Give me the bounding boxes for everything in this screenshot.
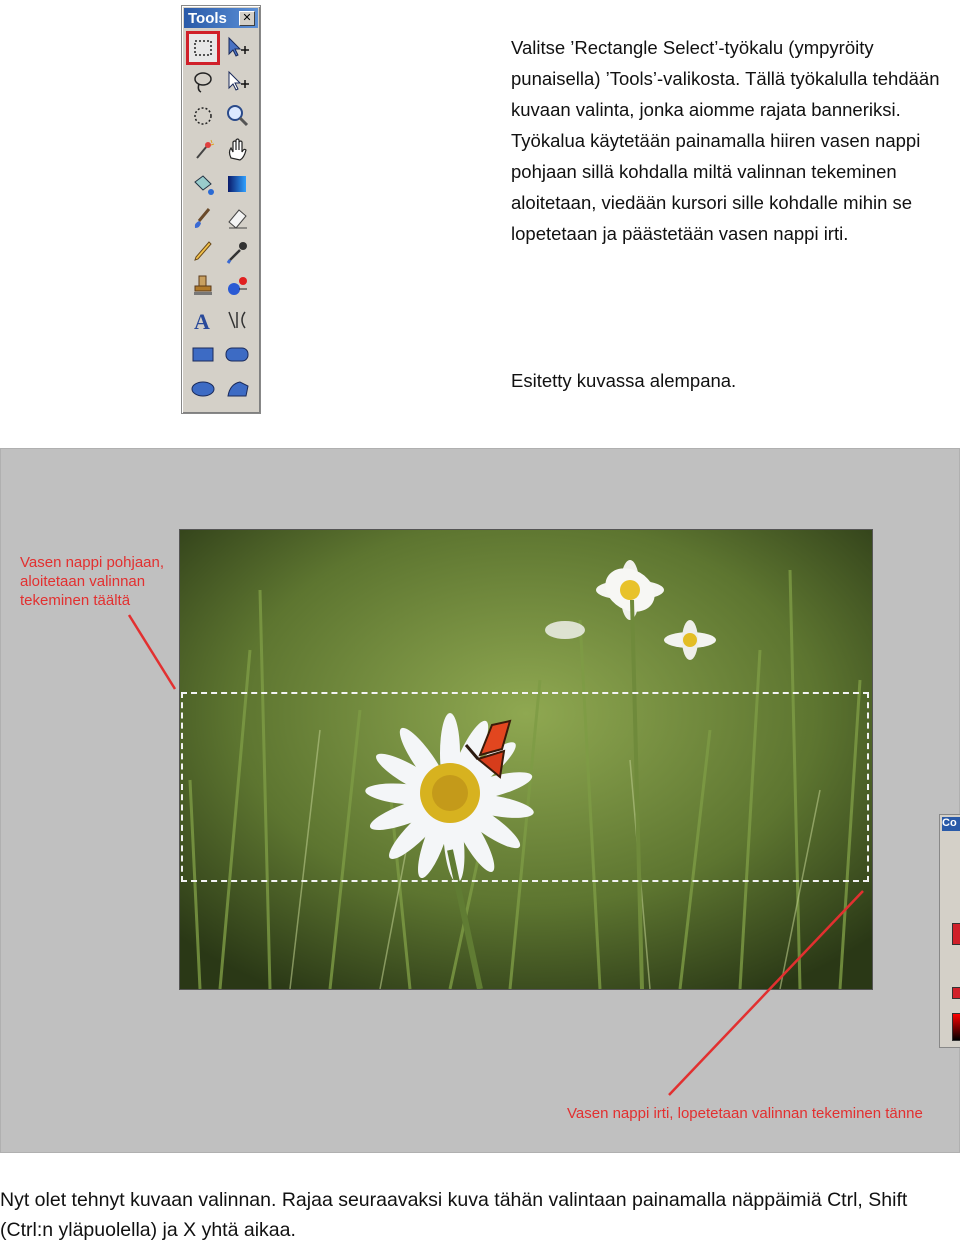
pan-hand-icon <box>223 136 251 164</box>
ellipse-select-icon <box>189 102 217 130</box>
lasso-select-icon <box>189 68 217 96</box>
color-picker-tool-button[interactable] <box>223 238 251 266</box>
color-indicator[interactable] <box>952 987 960 999</box>
annotation-end-label: Vasen nappi irti, lopetetaan valinnan tekeminen tänne <box>567 1105 923 1122</box>
color-picker-icon <box>223 238 251 266</box>
end-arrow-line <box>669 891 863 1095</box>
paintbrush-icon <box>189 204 217 232</box>
color-slider[interactable] <box>952 1013 960 1041</box>
move-selection-tool-button[interactable] <box>223 34 251 62</box>
instruction-text: Valitse ’Rectangle Select’-työkalu (ympyröity punaisella) ’Tools’-valikosta. Tällä työkalulla tehdään kuvaan valinta, jonka aiomme rajata banneriksi. Työkalua käytetään painamalla hiiren vasen nappi pohjaan sillä kohdalla miltä valinnan tekeminen aloitetaan, viedään kursori sille kohdalle mihin se lopetetaan ja päästetään vasen nappi irti. <box>511 37 940 244</box>
paintbrush-tool-button[interactable] <box>189 204 217 232</box>
primary-color-swatch[interactable] <box>952 923 960 945</box>
rectangle-tool-button[interactable] <box>189 340 217 368</box>
caption-text: Nyt olet tehnyt kuvaan valinnan. Rajaa seuraavaksi kuva tähän valintaan painamalla näppäimiä Ctrl, Shift (Ctrl:n yläpuolella) ja X yhtä aikaa. <box>0 1189 908 1241</box>
tools-titlebar[interactable] <box>184 8 258 28</box>
clone-stamp-icon <box>189 272 217 300</box>
ellipse-select-tool-button[interactable] <box>189 102 217 130</box>
move-selected-tool-button[interactable] <box>223 68 251 96</box>
paint-bucket-tool-button[interactable] <box>189 170 217 198</box>
colors-panel-title: Co <box>942 817 960 831</box>
gradient-icon <box>223 170 251 198</box>
freeform-shape-tool-button[interactable] <box>223 374 251 402</box>
ellipse-tool-button[interactable] <box>189 374 217 402</box>
move-selection-icon <box>223 34 251 62</box>
move-selected-icon <box>223 68 251 96</box>
rectangle-select-icon <box>189 34 217 62</box>
annotation-start-label: Vasen nappi pohjaan, aloitetaan valinnan tekeminen täältä <box>20 554 165 609</box>
rectangle-icon <box>189 340 217 368</box>
line-curve-tool-button[interactable] <box>223 306 251 334</box>
tools-title: Tools <box>188 10 227 27</box>
pencil-icon <box>189 238 217 266</box>
colors-panel-partial[interactable] <box>939 814 960 1048</box>
text-icon <box>189 306 217 334</box>
rounded-rectangle-icon <box>223 340 251 368</box>
zoom-icon <box>223 102 251 130</box>
text-tool-button[interactable] <box>189 306 217 334</box>
eraser-icon <box>223 204 251 232</box>
lasso-select-tool-button[interactable] <box>189 68 217 96</box>
zoom-tool-button[interactable] <box>223 102 251 130</box>
magic-wand-icon <box>189 136 217 164</box>
recolor-tool-button[interactable] <box>223 272 251 300</box>
rounded-rectangle-tool-button[interactable] <box>223 340 251 368</box>
ellipse-icon <box>189 374 217 402</box>
tools-window <box>181 5 261 414</box>
eraser-tool-button[interactable] <box>223 204 251 232</box>
close-button[interactable]: ✕ <box>239 11 255 26</box>
clone-stamp-tool-button[interactable] <box>189 272 217 300</box>
line-curve-icon <box>223 306 251 334</box>
pencil-tool-button[interactable] <box>189 238 217 266</box>
editor-canvas-screenshot <box>0 448 960 1153</box>
recolor-icon <box>223 272 251 300</box>
pan-hand-tool-button[interactable] <box>223 136 251 164</box>
instruction-note: Esitetty kuvassa alempana. <box>511 370 737 391</box>
svg-text:A: A <box>194 309 210 334</box>
freeform-shape-icon <box>223 374 251 402</box>
paint-bucket-icon <box>189 170 217 198</box>
start-arrow-line <box>129 615 175 689</box>
magic-wand-tool-button[interactable] <box>189 136 217 164</box>
gradient-tool-button[interactable] <box>223 170 251 198</box>
rectangle-select-tool-button[interactable] <box>189 34 217 62</box>
